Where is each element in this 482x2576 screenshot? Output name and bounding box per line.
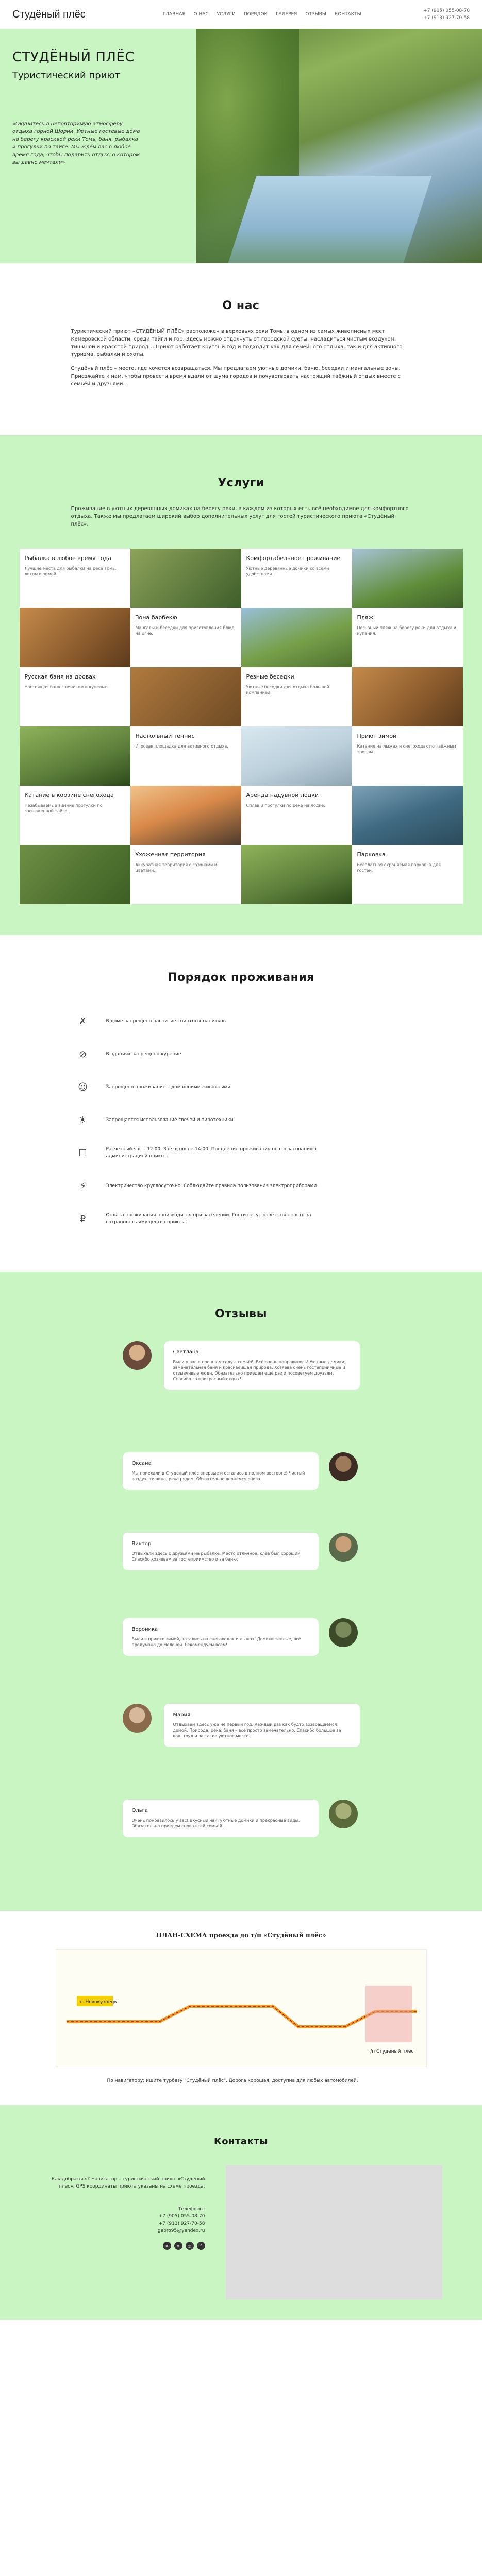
instagram-icon[interactable]: ◎ [186,2242,194,2250]
order-item [76,1104,406,1137]
territory-photo [20,845,130,904]
header-phone-1[interactable]: +7 (905) 055-08-70 [423,8,470,13]
review-author: Светлана [173,1349,199,1355]
service-card [241,667,352,726]
service-photo [241,608,352,667]
review-text: Были у вас в прошлом году с семьёй. Всё очень понравилось! Уютные домики, замечательная баня и красивейшая природа. Хозяева очень гостеприимные и отзывчивые люди. Обязательно приедем ещё раз и посоветуем друзьям. Спасибо за прекрасный отдых! [173,1360,346,1381]
destination-area [365,1986,412,2042]
order-item [76,1071,406,1104]
service-desc: Незабываемые зимние прогулки по заснеженной тайге. [24,803,103,814]
landscape-photo [352,549,463,608]
service-card [352,726,463,786]
service-title: Рыбалка в любое время года [24,555,111,562]
services-section [0,435,482,935]
social-links [40,2242,205,2250]
review-text: Отдыхаем здесь уже не первый год. Каждый раз как будто возвращаемся домой. Природа, река, баня – всё просто замечательно. Спасибо большое за ваш труд и за такое уютное место. [173,1722,341,1738]
review-author: Вероника [131,1626,158,1632]
service-photo [352,549,463,608]
hero-photo [196,29,482,263]
services-intro: Проживание в уютных деревянных домиках на берегу реки, в каждом из которых есть всё необходимое для комфортного отдыха. Также мы предлагаем широкий выбор дополнительных услуг для гостей туристического приюта «Студёный плёс». [71,506,409,527]
service-photo [241,726,352,786]
service-title: Настольный теннис [135,733,195,739]
fishing-photo [130,549,241,608]
order-item-text: В доме запрещено распитие спиртных напитков [106,1018,226,1024]
review-card [123,1533,319,1570]
order-item-text: Запрещено проживание с домашними животными [106,1084,231,1090]
nav-item-reviews[interactable]: ОТЗЫВЫ [305,12,326,17]
service-card [352,845,463,904]
fire-icon: ☀ [78,1114,87,1126]
order-item-text: Оплата проживания производится при заселении. Гости несут ответственность за сохранность имущества приюта. [106,1213,311,1225]
service-card [130,608,241,667]
order-item-text: Запрещается использование свечей и пиротехники [106,1117,234,1123]
service-title: Комфортабельное проживание [246,555,341,562]
hero-subtitle: Туристический приют [12,70,120,81]
service-photo [241,845,352,904]
snowmobile-photo [130,786,241,845]
reviews-section [0,1272,482,1911]
review-text: Мы приехали в Студёный плёс впервые и остались в полном восторге! Чистый воздух, тишина, река рядом. Обязательно вернёмся снова. [131,1471,305,1481]
order-section [0,935,482,1272]
order-item [76,1202,406,1235]
about-title: О нас [222,299,260,312]
bbq-photo [20,608,130,667]
hero-text-block [0,29,196,263]
checkout-icon: ☐ [78,1147,87,1159]
nav-item-order[interactable]: ПОРЯДОК [243,12,268,17]
map-title: ПЛАН-СХЕМА проезда до т/п «Студёный плёс» [156,1931,326,1939]
payment-icon: ₽ [79,1213,86,1225]
contacts-wrap [40,2165,442,2299]
contacts-section [0,2105,482,2320]
contacts-map[interactable] [226,2165,442,2299]
service-desc: Катание на лыжах и снегоходах по таёжным тропам. [357,744,456,754]
review-item [61,1452,422,1519]
avatar [123,1704,152,1733]
order-item [76,1005,406,1038]
power-icon: ⚡ [79,1180,86,1192]
service-desc: Настоящая баня с веником и купелью. [24,685,109,689]
service-card [20,786,130,845]
service-desc: Уютные деревянные домики со всеми удобствами. [246,566,329,577]
service-desc: Уютные беседки для отдыха большой компанией. [246,685,329,695]
avatar [329,1800,358,1828]
reviews-title: Отзывы [215,1308,267,1320]
order-item-text: Электричество круглосуточно. Соблюдайте правила пользования электроприборами. [106,1183,319,1189]
service-title: Русская баня на дровах [24,673,96,680]
avatar [329,1618,358,1647]
service-title: Ухоженная территория [135,851,206,858]
service-title: Катание в корзине снегохода [24,792,114,799]
review-card [123,1800,319,1837]
hero-photo-river [228,176,431,263]
header-phone-2[interactable]: +7 (913) 927-70-58 [423,15,470,21]
review-item [61,1618,422,1690]
service-photo [130,786,241,845]
site-logo[interactable]: Студёный плёс [12,8,86,20]
review-text: Очень понравилось у вас! Вкусный чай, уютные домики и прекрасные виды. Обязательно приедем снова всей семьёй. [131,1818,300,1828]
service-desc: Бесплатная охраняемая парковка для гостей. [357,862,441,873]
parking-photo [241,845,352,904]
about-section [0,263,482,435]
contacts-title: Контакты [213,2136,269,2147]
service-card [20,667,130,726]
service-desc: Сплав и прогулки по реке на лодке. [246,803,325,808]
service-title: Парковка [357,851,386,858]
review-author: Виктор [131,1541,152,1547]
hero-quote: «Окунитесь в неповторимую атмосферу отдыха горной Шории. Уютные гостевые дома на берегу красивой реки Томь, баня, рыбалка и прогулки по тайге. Мы ждём вас в любое время года, чтобы подарить отдых, о котором вы давно мечтали» [12,121,140,165]
review-item [61,1341,422,1439]
site-header [0,0,482,29]
about-paragraph-1: Туристический приют «СТУДЁНЫЙ ПЛЁС» расположен в верховьях реки Томь, в одном из самых живописных мест Кемеровской области, среди тайги и гор. Здесь можно отдохнуть от городской суеты, насладиться чистым воздухом, тишиной и красотой природы. Приют работает круглый год и подходит как для семейного отдыха, так и для активного туризма, рыбалки и охоты. [71,329,403,358]
service-photo [20,726,130,786]
order-title: Порядок проживания [168,971,314,984]
order-list [76,1005,406,1235]
order-item [76,1137,406,1170]
service-title: Резные беседки [246,673,294,680]
hero-title: СТУДЁНЫЙ ПЛЁС [12,49,135,65]
services-grid [20,549,463,904]
nav-item-home[interactable]: ГЛАВНАЯ [162,12,186,17]
contact-phone-1[interactable]: +7 (905) 055-08-70 [158,2214,205,2219]
winter-photo [241,726,352,786]
boat-photo [352,786,463,845]
bathhouse-photo [130,667,241,726]
order-item-text: Расчётный час – 12:00. Заезд после 14:00. Продление проживания по согласованию с администрацией приюта. [106,1147,318,1159]
review-author: Ольга [131,1808,148,1814]
service-desc: Песчаный пляж на берегу реки для отдыха и купания. [357,625,457,636]
service-photo [20,608,130,667]
route-scheme-svg [56,1950,427,2068]
tennis-photo [20,726,130,786]
service-desc: Лучшие места для рыбалки на реке Томь, летом и зимой. [24,566,117,577]
pet-icon: ☺ [78,1081,88,1093]
review-card [123,1618,319,1656]
service-title: Аренда надувной лодки [246,792,319,799]
review-text: Были в приюте зимой, катались на снегоходах и лыжах. Домики тёплые, всё продумано до мелочей. Рекомендуем всем! [131,1637,301,1647]
services-title: Услуги [218,477,264,489]
no-alcohol-icon: ✗ [78,1015,87,1027]
facebook-icon[interactable]: f [197,2242,205,2250]
map-note: По навигатору: ищите турбазу "Студёный плёс". Дорога хорошая, доступна для любых автомобилей. [107,2078,358,2083]
nav-item-about[interactable]: О НАС [193,12,209,17]
service-title: Пляж [357,614,374,621]
order-item [76,1170,406,1202]
beach-photo [241,608,352,667]
service-photo [20,845,130,904]
service-photo [352,786,463,845]
service-desc: Игровая площадка для активного отдыха. [135,744,228,749]
review-card [164,1341,360,1390]
route-scheme [56,1949,427,2067]
order-item-text: В зданиях запрещено курение [106,1051,181,1057]
phones-label: Телефоны: [178,2207,205,2212]
review-item [61,1800,422,1867]
service-desc: Аккуратная территория с газонами и цветами. [135,862,217,873]
service-photo [352,667,463,726]
service-desc: Мангалы и беседки для приготовления блюд на огне. [135,625,235,636]
service-card [241,549,352,608]
vk-icon[interactable]: в [163,2242,171,2250]
review-author: Мария [173,1712,191,1718]
review-card [123,1452,319,1490]
nav-item-contacts[interactable]: КОНТАКТЫ [334,12,361,17]
review-author: Оксана [131,1461,152,1466]
no-smoking-icon: ⊘ [78,1048,87,1060]
nav-item-services[interactable]: УСЛУГИ [217,12,236,17]
contacts-directions: Как добраться? Навигатор – туристический приют «Студёный плёс». GPS координаты приюта указаны на схеме проезда. [51,2177,205,2189]
service-card [130,845,241,904]
avatar [123,1341,152,1370]
contacts-info [40,2165,205,2299]
avatar [329,1452,358,1481]
main-nav [163,12,361,17]
service-photo [130,549,241,608]
about-paragraph-2: Студёный плёс – место, где хочется возвращаться. Мы предлагаем уютные домики, баню, беседки и мангальные зоны. Приезжайте к нам, чтобы провести время вдали от шума городов и почувствовать настоящий таёжный отдых вместе с семьёй и друзьями. [71,366,401,387]
header-phones [423,7,470,22]
contacts-phones [40,2206,205,2234]
contact-email[interactable]: gabro95@yandex.ru [157,2228,205,2233]
order-item [76,1038,406,1071]
avatar [329,1533,358,1562]
gazebo-photo [352,667,463,726]
route-road [67,2006,417,2027]
review-item [61,1704,422,1786]
map-label-destination: т/п Студёный плёс [367,2049,413,2054]
service-photo [130,667,241,726]
service-card [352,608,463,667]
contact-phone-2[interactable]: +7 (913) 927-70-58 [158,2221,205,2226]
map-label-city: г. Новокузнецк [79,1999,117,2005]
nav-item-gallery[interactable]: ГАЛЕРЕЯ [275,12,297,17]
service-title: Зона барбекю [135,614,177,621]
map-section [0,1911,482,2105]
review-card [164,1704,360,1747]
review-text: Отдыхали здесь с друзьями на рыбалке. Место отличное, клёв был хороший. Спасибо хозяевам за гостеприимство и за баню. [131,1551,302,1562]
review-item [61,1533,422,1605]
hero-section [0,29,482,263]
service-title: Приют зимой [357,733,397,739]
service-card [20,549,130,608]
service-card [130,726,241,786]
service-card [241,786,352,845]
ok-icon[interactable]: о [174,2242,182,2250]
